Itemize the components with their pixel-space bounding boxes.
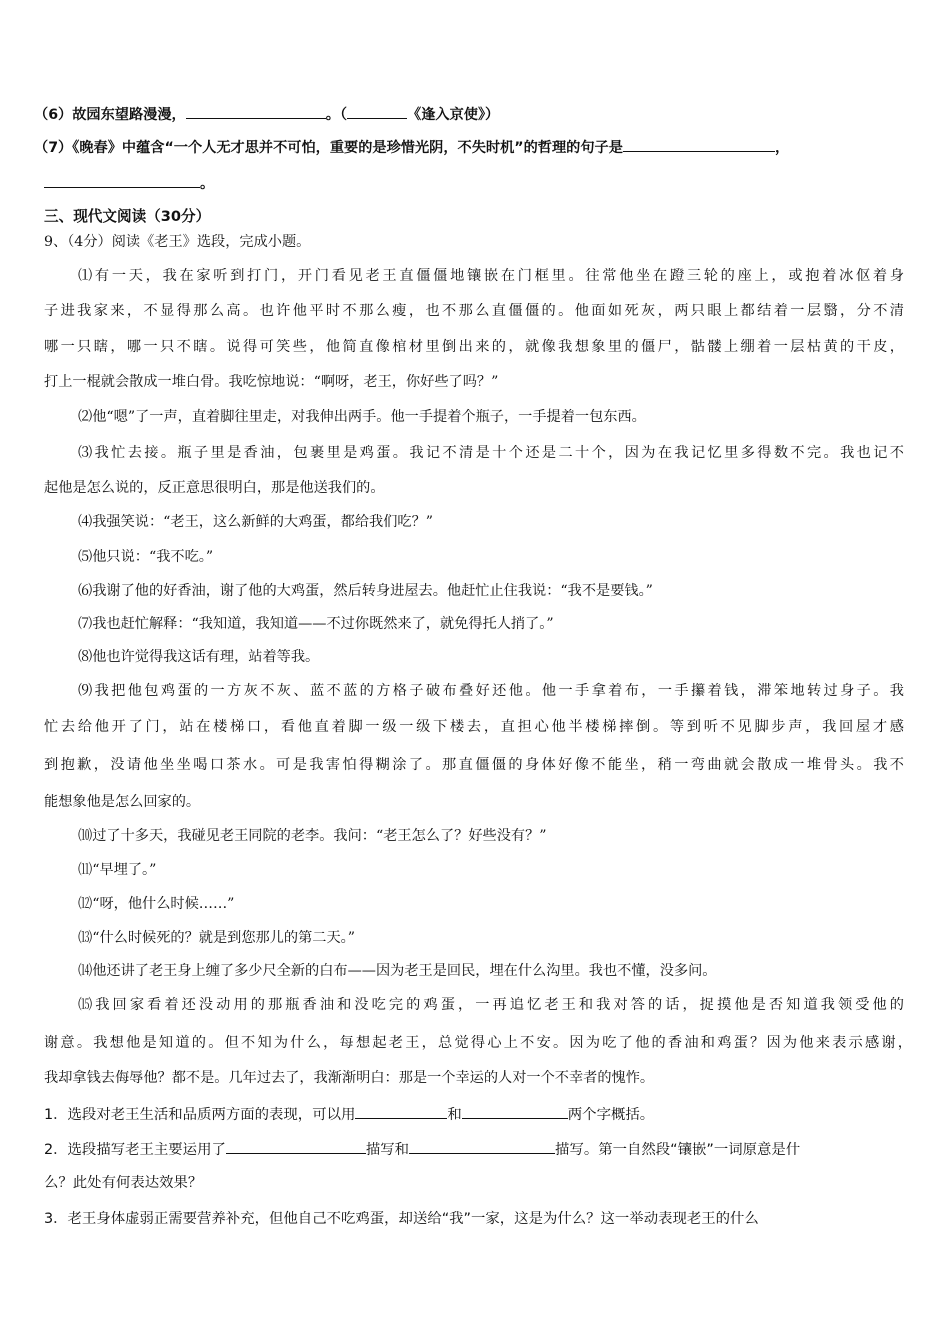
passage-line: ⑾“早埋了。” <box>78 862 157 878</box>
poem-item-6 <box>34 103 499 125</box>
question-1 <box>44 1103 654 1125</box>
passage-line: 我却拿钱去侮辱他？都不是。几年过去了，我渐渐明白：那是一个幸运的人对一个不幸者的愧怍。 <box>44 1070 655 1086</box>
poem-item-7-text: （7）《晚春》中蕴含“一个人无才思并不可怕，重要的是珍惜光阴，不失时机”的哲理的句子是 <box>34 140 623 156</box>
passage-line: 打上一棍就会散成一堆白骨。我吃惊地说：“啊呀，老王，你好些了吗？” <box>44 374 499 390</box>
passage-line: 到抱歉，没请他坐坐喝口茶水。可是我害怕得糊涂了。那直僵僵的身体好像不能坐，稍一弯曲就会散成一堆骨头。我不 <box>44 757 904 773</box>
passage-line: ⑺我也赶忙解释：“我知道，我知道——不过你既然来了，就免得托人捎了。” <box>78 616 554 632</box>
passage-line: ⒁他还讲了老王身上缠了多少尺全新的白布——因为老王是回民，埋在什么沟里。我也不懂，没多问。 <box>78 963 717 979</box>
poem-item-6-suffix: 《逢入京使》） <box>407 107 500 123</box>
passage-line: 谢意。我想他是知道的。但不知为什么，每想起老王，总觉得心上不安。因为吃了他的香油和鸡蛋？因为他来表示感谢， <box>44 1035 912 1051</box>
poem-item-7-end: 。 <box>200 176 215 192</box>
passage-line: ⒂我回家看着还没动用的那瓶香油和没吃完的鸡蛋，一再追忆老王和我对答的话，捉摸他是否知道我领受他的 <box>78 997 904 1013</box>
passage-line: 子进我家来，不显得那么高。也许他平时不那么瘦，也不那么直僵僵的。他面如死灰，两只眼上都结着一层翳，分不清 <box>44 303 904 319</box>
poem-item-7-continued <box>44 172 214 194</box>
passage-line: ⑶我忙去接。瓶子里是香油，包裹里是鸡蛋。我记不清是十个还是二十个，因为在我记忆里多得数不完。我也记不 <box>78 445 904 461</box>
passage-line: 哪一只瞎，哪一只不瞎。说得可笑些，他简直像棺材里倒出来的，就像我想象里的僵尸，骷髅上绷着一层枯黄的干皮， <box>44 339 904 355</box>
question-1-text: 1．选段对老王生活和品质两方面的表现，可以用 <box>44 1107 356 1123</box>
passage-line: ⑸他只说：“我不吃。” <box>78 549 214 565</box>
passage-line: ⑿“呀，他什么时候……” <box>78 896 235 912</box>
poem-item-7 <box>34 136 789 158</box>
answer-blank[interactable] <box>355 1103 447 1119</box>
passage-line: ⑻他也许觉得我这话有理，站着等我。 <box>78 649 320 665</box>
answer-blank[interactable] <box>226 1138 366 1154</box>
poem-item-7-comma: ， <box>774 140 790 156</box>
passage-line: ⑽过了十多天，我碰见老王同院的老李。我问：“老王怎么了？好些没有？” <box>78 828 547 844</box>
passage-line: ⑵他“嗯”了一声，直着脚往里走，对我伸出两手。他一手提着个瓶子，一手提着一包东西。 <box>78 409 646 425</box>
passage-line: 能想象他是怎么回家的。 <box>44 794 201 810</box>
question-2 <box>44 1138 800 1160</box>
answer-blank[interactable] <box>347 103 407 119</box>
question-1-text: 和 <box>447 1107 462 1123</box>
passage-line: ⑷我强笑说：“老王，这么新鲜的大鸡蛋，都给我们吃？” <box>78 514 434 530</box>
section-heading: 三、现代文阅读（30分） <box>44 208 211 225</box>
question-2-text: 描写和 <box>365 1142 410 1158</box>
answer-blank[interactable] <box>623 136 775 152</box>
passage-line: ⒀“什么时候死的？就是到您那儿的第二天。” <box>78 930 355 946</box>
passage-line: ⑹我谢了他的好香油，谢了他的大鸡蛋，然后转身进屋去。他赶忙止住我说：“我不是要钱。” <box>78 583 653 599</box>
question-2-text: 描写。第一自然段“镶嵌”一词原意是什 <box>555 1142 801 1158</box>
question-2-continued: 么？此处有何表达效果？ <box>44 1175 203 1191</box>
poem-item-6-mid: 。（ <box>325 107 348 123</box>
passage-line: 忙去给他开了门，站在楼梯口，看他直着脚一级一级下楼去，直担心他半楼梯摔倒。等到听不见脚步声，我回屋才感 <box>44 719 904 735</box>
question-3: 3．老王身体虚弱正需要营养补充，但他自己不吃鸡蛋，却送给“我”一家，这是为什么？这一举动表现老王的什么 <box>44 1211 759 1227</box>
answer-blank[interactable] <box>44 172 200 188</box>
passage-line: 起他是怎么说的，反正意思很明白，那是他送我们的。 <box>44 480 385 496</box>
poem-item-6-prefix: （6）故园东望路漫漫， <box>34 107 186 123</box>
answer-blank[interactable] <box>409 1138 555 1154</box>
question-1-text: 两个字概括。 <box>567 1107 655 1123</box>
question-intro: 9、（4分）阅读《老王》选段，完成小题。 <box>44 234 311 250</box>
passage-line: ⑴有一天，我在家听到打门，开门看见老王直僵僵地镶嵌在门框里。往常他坐在蹬三轮的座上，或抱着冰伛着身 <box>78 268 904 284</box>
answer-blank[interactable] <box>186 103 326 119</box>
passage-line: ⑼我把他包鸡蛋的一方灰不灰、蓝不蓝的方格子破布叠好还他。他一手拿着布，一手攥着钱，滞笨地转过身子。我 <box>78 683 904 699</box>
question-2-text: 2．选段描写老王主要运用了 <box>44 1142 226 1158</box>
answer-blank[interactable] <box>462 1103 568 1119</box>
